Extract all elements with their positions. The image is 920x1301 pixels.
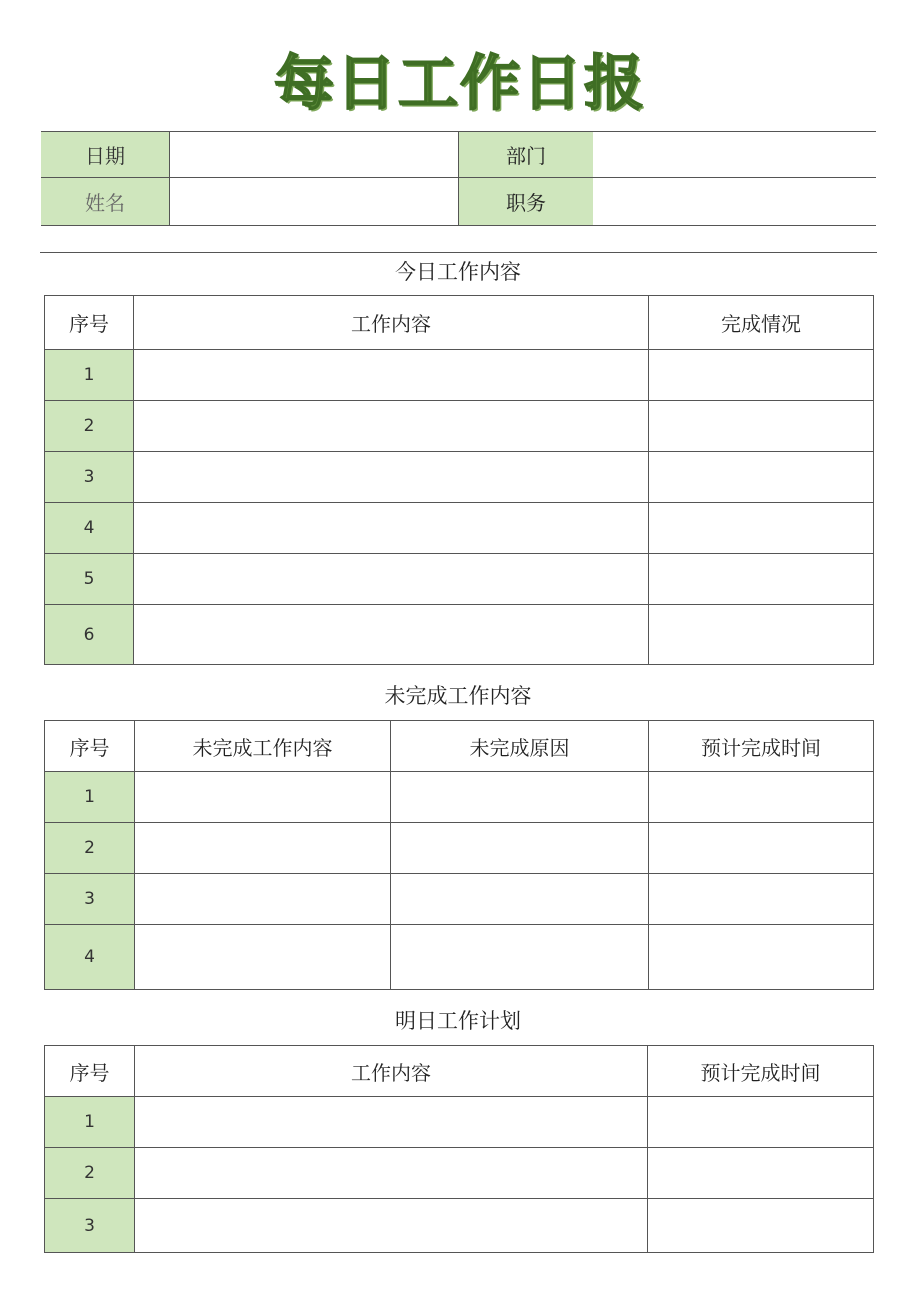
reason-cell[interactable] (391, 925, 649, 990)
table-row (45, 1148, 874, 1199)
today-section-title: 今日工作内容 (395, 260, 521, 284)
row-index: 3 (45, 452, 134, 503)
content-cell[interactable] (134, 503, 649, 554)
info-table (41, 131, 876, 226)
col-header-reason: 未完成原因 (391, 721, 649, 772)
row-index: 4 (45, 925, 135, 990)
col-header-content: 工作内容 (134, 296, 649, 350)
table-row (45, 823, 874, 874)
tomorrow-section-title: 明日工作计划 (395, 1009, 521, 1033)
row-index: 1 (45, 1097, 135, 1148)
table-row (45, 772, 874, 823)
table-row (45, 452, 874, 503)
table-row (45, 1199, 874, 1253)
status-cell[interactable] (649, 605, 874, 665)
content-cell[interactable] (134, 554, 649, 605)
col-header-status: 完成情况 (649, 296, 874, 350)
page-title: 每日工作日报 (274, 49, 646, 119)
content-cell[interactable] (135, 1199, 648, 1253)
content-cell[interactable] (135, 1097, 648, 1148)
col-header-eta: 预计完成时间 (649, 721, 874, 772)
content-cell[interactable] (135, 874, 391, 925)
status-cell[interactable] (649, 554, 874, 605)
content-cell[interactable] (134, 605, 649, 665)
name-field[interactable] (170, 178, 459, 226)
eta-cell[interactable] (649, 772, 874, 823)
col-header-index: 序号 (45, 721, 135, 772)
date-label: 日期 (41, 132, 170, 178)
eta-cell[interactable] (648, 1199, 874, 1253)
eta-cell[interactable] (649, 823, 874, 874)
section-divider (40, 252, 877, 253)
table-row (45, 1097, 874, 1148)
col-header-unfinished-content: 未完成工作内容 (135, 721, 391, 772)
row-index: 1 (45, 350, 134, 401)
content-cell[interactable] (134, 401, 649, 452)
row-index: 3 (45, 1199, 135, 1253)
eta-cell[interactable] (649, 874, 874, 925)
table-row (45, 874, 874, 925)
table-row (45, 554, 874, 605)
unfinished-table (44, 720, 874, 990)
content-cell[interactable] (135, 823, 391, 874)
content-cell[interactable] (135, 1148, 648, 1199)
reason-cell[interactable] (391, 874, 649, 925)
content-cell[interactable] (135, 772, 391, 823)
name-label: 姓名 (41, 178, 170, 226)
row-index: 4 (45, 503, 134, 554)
status-cell[interactable] (649, 350, 874, 401)
table-row (45, 503, 874, 554)
row-index: 2 (45, 1148, 135, 1199)
row-index: 2 (45, 401, 134, 452)
reason-cell[interactable] (391, 772, 649, 823)
status-cell[interactable] (649, 503, 874, 554)
unfinished-section-title: 未完成工作内容 (384, 684, 532, 708)
eta-cell[interactable] (649, 925, 874, 990)
col-header-content: 工作内容 (135, 1046, 648, 1097)
eta-cell[interactable] (648, 1148, 874, 1199)
content-cell[interactable] (134, 452, 649, 503)
position-field[interactable] (593, 178, 876, 226)
row-index: 6 (45, 605, 134, 665)
row-index: 2 (45, 823, 135, 874)
table-row (45, 401, 874, 452)
row-index: 1 (45, 772, 135, 823)
position-label: 职务 (459, 178, 594, 226)
department-field[interactable] (593, 132, 876, 178)
status-cell[interactable] (649, 401, 874, 452)
row-index: 5 (45, 554, 134, 605)
table-row (45, 605, 874, 665)
col-header-eta: 预计完成时间 (648, 1046, 874, 1097)
content-cell[interactable] (135, 925, 391, 990)
tomorrow-table (44, 1045, 874, 1253)
today-table (44, 295, 874, 665)
eta-cell[interactable] (648, 1097, 874, 1148)
date-field[interactable] (170, 132, 459, 178)
row-index: 3 (45, 874, 135, 925)
reason-cell[interactable] (391, 823, 649, 874)
department-label: 部门 (459, 132, 594, 178)
table-row (45, 350, 874, 401)
col-header-index: 序号 (45, 296, 134, 350)
col-header-index: 序号 (45, 1046, 135, 1097)
table-row (45, 925, 874, 990)
content-cell[interactable] (134, 350, 649, 401)
status-cell[interactable] (649, 452, 874, 503)
